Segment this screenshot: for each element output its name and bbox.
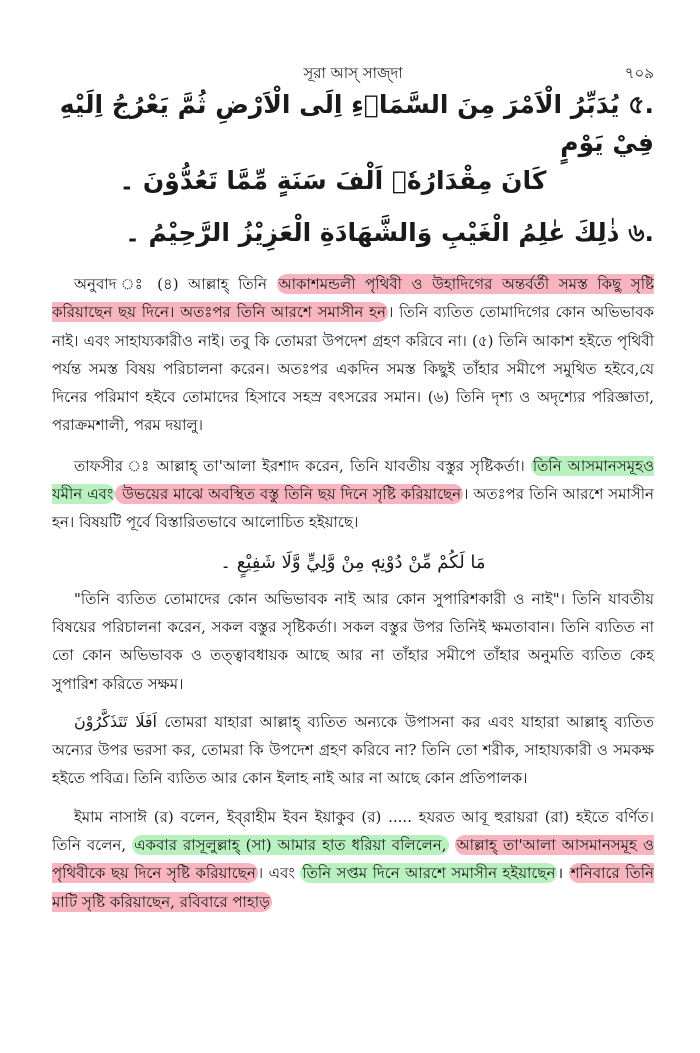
- red-highlight: আল্লাহ্‌ তা'আলা আসমানসমূহ ও পৃথিবীকে ছয় দিনে সৃষ্টি করিয়াছেন: [52, 836, 654, 883]
- ayah-6-number: .৬: [628, 218, 654, 247]
- red-highlight: শনিবারে তিনি মাটি সৃষ্টি করিয়াছেন, রবিবারে পাহাড়: [52, 864, 654, 911]
- green-highlight: তিনি আসমানসমূহও যমীন এবং: [52, 456, 654, 504]
- green-highlight: একবার রাসূলুল্লাহ্‌ (সা) আমার হাত ধরিয়া বলিলেন,: [134, 836, 447, 855]
- hadith-text-6: ।: [557, 864, 569, 883]
- page-number: ৭০৯: [624, 64, 654, 82]
- red-highlight: উভয়ের মাঝে অবস্থিত বস্তু তিনি ছয় দিনে সৃষ্টি করিয়াছেন: [117, 485, 462, 504]
- ayah-6: [52, 214, 654, 252]
- hadith-text-4: । এবং: [257, 864, 301, 883]
- page-header: [52, 0, 654, 82]
- green-highlight: তিনি সপ্তম দিনে আরশে সমাসীন হইয়াছেন: [302, 864, 556, 883]
- hadith-paragraph: [52, 803, 654, 916]
- afala-arabic: اَفَلَا تَتَذَكَّرُوْنَ: [74, 711, 157, 731]
- ayah-6-text: ذٰلِكَ عٰلِمُ الْغَيْبِ وَالشَّهَادَةِ الْعَزِيْزُ الرَّحِيْمُ ۔: [125, 218, 620, 247]
- ayah-5-text-1: يُدَبِّرُ الْاَمْرَ مِنَ السَّمَاۤءِ اِلَى الْاَرْضِ ثُمَّ يَعْرُجُ اِلَيْهِ فِيْ يَوْمٍ: [59, 90, 654, 157]
- ayah-5-text-2: كَانَ مِقْدَارُهٗۤ اَلْفَ سَنَةٍ مِّمَّا تَعُدُّوْنَ ۔: [119, 166, 547, 195]
- ayah-5-line-2: [52, 162, 654, 200]
- tafsir-text-4: । অতঃপর তিনি আরশে সমাসীন হন। বিষয়টি পূর্বে বিস্তারিতভাবে আলোচিত হইয়াছে।: [52, 485, 654, 532]
- ayah-5-number: .৫: [628, 90, 654, 119]
- red-highlight: আকাশমন্ডলী পৃথিবী ও উহাদিগের অন্তর্বর্তী সমস্ত কিছু সৃষ্টি করিয়াছেন ছয় দিনে। অতঃপর তিনি আরশে সমাসীন হন: [52, 275, 654, 322]
- hadith-text-1: ইমাম নাসাঈ (র) বলেন, ইব্‌রাহীম ইবন ইয়াকুব (র) ..... হযরত আবূ হুরায়রা (রা) হইতে বর্ণিত। তিনি বলেন,: [52, 807, 654, 855]
- quote-paragraph: "তিনি ব্যতিত তোমাদের কোন অভিভাবক নাই আর কোন সুপারিশকারী ও নাই"। তিনি যাবতীয় বিষয়ের পরিচালনা করেন, সকল বস্তুর সৃষ্টিকর্তা। সকল বস্তুর উপর তিনিই ক্ষমতাবান। তিনি ব্যতিত না তো কোন অভিভাবক ও তত্ত্বাবধায়ক আছে আর না তাঁহার সমীপে তাঁহার অনুমতি ব্যতিত কেহ সুপারিশ করিতে সক্ষম।: [52, 589, 654, 693]
- afala-text: তোমরা যাহারা আল্লাহ্‌ ব্যতিত অন্যকে উপাসনা কর এবং যাহারা আল্লাহ্‌ ব্যতিত অন্যের উপর ভরসা কর, তোমরা কি উপদেশ গ্রহণ করিবে না? তিনি তো শরীক, সাহায্যকারী ও সমকক্ষ হইতে পবিত্র। তিনি ব্যতিত আর কোন ইলাহ নাই আর না আছে কোন প্রতিপালক।: [52, 712, 654, 788]
- translation-text-3: । তিনি ব্যতিত তোমাদিগের কোন অভিভাবক নাই। এবং সাহায্যকারীও নাই। তবু কি তোমরা উপদেশ গ্রহণ করিবে না। (৫) তিনি আকাশ হইতে পৃথিবী পর্যন্ত সমস্ত বিষয় পরিচালনা করেন। অতঃপর একদিন সমস্ত কিছুই তাঁহার সমীপে সমুথিত হইবে,যে দিনের পরিমাণ হইবে তোমাদের হিসাবে সহস্র বৎসরের সমান। (৬) তিনি দৃশ্য ও অদৃশ্যের পরিজ্ঞাতা, পরাক্রমশালী, পরম দয়ালু।: [52, 303, 654, 435]
- arabic-quote: مَا لَكُمْ مِّنْ دُوْنِهٖ مِنْ وَّلِيٍّ وَّلَا شَفِيْعٍ ۔: [220, 551, 486, 573]
- surah-title: সূরা আস্‌ সাজ্‌দা: [303, 64, 403, 82]
- afala-paragraph: [52, 708, 654, 793]
- translation-paragraph: [52, 270, 654, 440]
- tafsir-paragraph: [52, 452, 654, 537]
- ayah-5-line-1: [52, 86, 654, 162]
- translation-text-1: অনুবাদ ঃ (৪) আল্লাহ্‌ তিনি: [74, 275, 277, 293]
- tafsir-text-1: তাফসীর ঃ আল্লাহ্‌ তা'আলা ইরশাদ করেন, তিনি যাবতীয় বস্তুর সৃষ্টিকর্তা।: [74, 456, 531, 475]
